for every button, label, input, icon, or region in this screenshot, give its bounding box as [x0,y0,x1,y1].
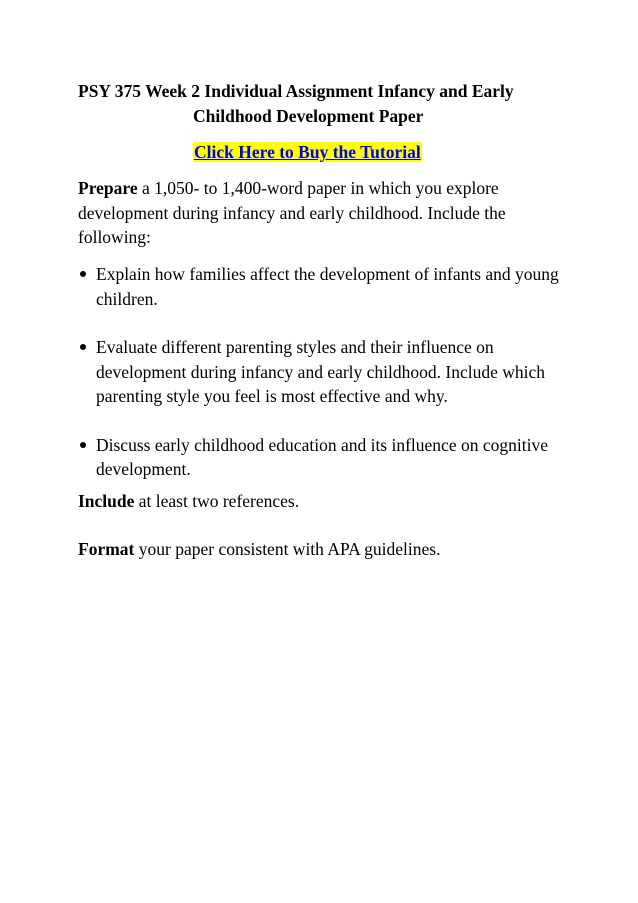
intro-text: a 1,050- to 1,400-word paper in which you explore development during infancy and early childhood. Include the following: [78,178,506,247]
list-item [78,433,578,482]
page-title [78,79,578,129]
requirements-list [78,262,578,506]
include-text: at least two references. [134,491,300,511]
bullet-icon [80,271,86,277]
bullet-icon [80,442,86,448]
list-item [78,262,578,311]
include-paragraph [78,489,578,514]
list-item [78,335,578,409]
include-lead: Include [78,491,135,511]
buy-tutorial-link[interactable]: Click Here to Buy the Tutorial [194,142,421,162]
tutorial-link-row [193,141,422,163]
title-line-2: Childhood Development Paper [193,106,424,126]
format-text: your paper consistent with APA guidelines. [134,539,441,559]
format-lead: Format [78,539,135,559]
list-item-text: Evaluate different parenting styles and their influence on development during infancy and early childhood. Include which parenting style you feel is most effective and why. [96,337,546,406]
intro-paragraph [78,176,578,250]
title-line-1: PSY 375 Week 2 Individual Assignment Infancy and Early [78,81,514,101]
list-item-text: Discuss early childhood education and its influence on cognitive development. [96,434,548,479]
intro-lead: Prepare [78,178,138,198]
bullet-icon [80,344,86,350]
format-paragraph [78,537,578,562]
list-item-text: Explain how families affect the development of infants and young children. [96,264,559,309]
